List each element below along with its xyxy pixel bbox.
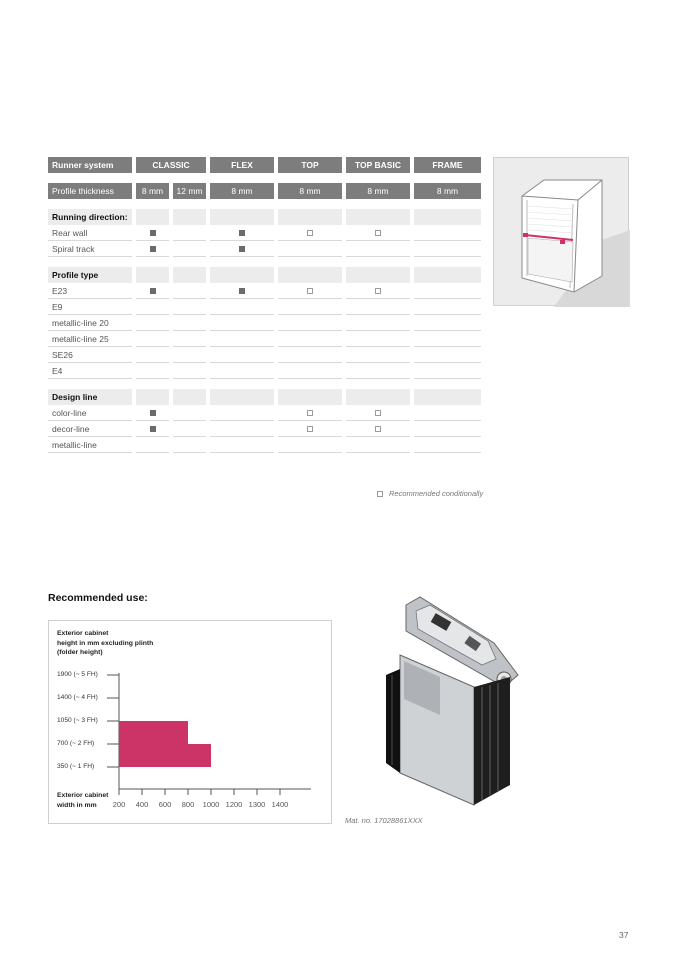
table-cell [414,283,481,299]
row-label: color-line [48,405,132,421]
x-label-line: width in mm [57,801,97,809]
table-cell [173,331,206,347]
filled-square-icon [150,288,156,294]
y-label-line: height in mm excluding plinth [57,639,154,647]
legend [377,489,483,498]
section-header-cell [278,267,342,283]
section-header-row [48,389,481,405]
header-classic: CLASSIC [136,157,206,173]
header-top-basic: TOP BASIC [346,157,410,173]
table-cell [278,437,342,453]
table-cell [173,405,206,421]
table-row [48,363,481,379]
table-cell [278,225,342,241]
table-row [48,315,481,331]
table-cell [278,405,342,421]
table-cell [136,225,169,241]
header-runner-system: Runner system [48,157,132,173]
row-label: E4 [48,363,132,379]
table-cell [136,347,169,363]
thickness-value: 8 mm [136,183,169,199]
row-label: Spiral track [48,241,132,257]
table-cell [173,421,206,437]
open-square-icon [307,410,313,416]
table-cell [136,405,169,421]
section-header-cell [210,389,274,405]
section-header-cell [278,209,342,225]
table-cell [173,437,206,453]
section-header-cell [414,209,481,225]
product-photo [376,595,528,807]
table-cell [414,363,481,379]
table-cell [210,437,274,453]
table-cell [414,331,481,347]
table-cell [346,299,410,315]
table-cell [278,331,342,347]
table-cell [346,421,410,437]
x-label-line: Exterior cabinet [57,792,109,799]
section-title: Running direction: [48,209,132,225]
table-cell [414,225,481,241]
section-header-cell [346,267,410,283]
table-cell [210,347,274,363]
table-cell [346,331,410,347]
table-cell [414,315,481,331]
x-tick-label: 600 [158,800,172,809]
chart-bar [119,721,188,744]
filled-square-icon [239,230,245,236]
section-header-cell [346,389,410,405]
table-cell [210,331,274,347]
table-cell [278,299,342,315]
section-header-cell [173,267,206,283]
section-header-row [48,209,481,225]
table-cell [278,347,342,363]
cabinet-drawing-icon [494,158,630,307]
table-cell [210,283,274,299]
thickness-value: 8 mm [210,183,274,199]
y-tick-label: 700 (~ 2 FH) [57,740,95,747]
table-row [48,331,481,347]
section-header-cell [346,209,410,225]
section-title: Profile type [48,267,132,283]
open-square-icon [307,230,313,236]
open-square-icon [377,491,383,497]
header-flex: FLEX [210,157,274,173]
table-cell [136,315,169,331]
profile-thickness-row [48,183,481,199]
section-header-cell [173,389,206,405]
table-row [48,283,481,299]
row-label: metallic-line [48,437,132,453]
table-row [48,241,481,257]
section-header-cell [210,267,274,283]
table-cell [173,315,206,331]
table-row [48,225,481,241]
section-header-row [48,267,481,283]
x-tick-label: 1000 [202,800,220,809]
row-label: E9 [48,299,132,315]
section-header-cell [136,209,169,225]
table-cell [414,421,481,437]
chart-y-axis-label [57,629,197,658]
table-cell [346,241,410,257]
table-row [48,347,481,363]
open-square-icon [375,410,381,416]
filled-square-icon [150,426,156,432]
table-row [48,437,481,453]
table-cell [210,241,274,257]
table-cell [173,299,206,315]
y-label-line: (folder height) [57,649,103,656]
x-tick-label: 1400 [271,800,289,809]
compatibility-table [48,157,481,453]
table-cell [173,283,206,299]
section-header-cell [414,389,481,405]
section-header-cell [414,267,481,283]
thickness-value: 8 mm [414,183,481,199]
thickness-value: 8 mm [278,183,342,199]
table-cell [210,315,274,331]
recommended-use-title: Recommended use: [48,592,148,604]
table-row [48,299,481,315]
table-row [48,421,481,437]
filled-square-icon [150,246,156,252]
table-cell [136,241,169,257]
table-cell [173,347,206,363]
y-label-line: Exterior cabinet [57,630,109,637]
section-header-cell [173,209,206,225]
y-tick-label: 350 (~ 1 FH) [57,763,95,770]
row-label: decor-line [48,421,132,437]
filled-square-icon [150,230,156,236]
table-cell [136,363,169,379]
table-cell [346,225,410,241]
thickness-value: 12 mm [173,183,206,199]
table-cell [346,437,410,453]
table-cell [210,363,274,379]
table-cell [136,331,169,347]
table-cell [414,347,481,363]
table-cell [173,241,206,257]
table-cell [210,405,274,421]
open-square-icon [375,426,381,432]
drawer-illustration [493,157,629,306]
page-number: 37 [619,930,629,940]
table-header-row [48,157,481,173]
open-square-icon [307,426,313,432]
x-tick-label: 1200 [225,800,243,809]
x-tick-label: 800 [181,800,195,809]
row-label: SE26 [48,347,132,363]
y-tick-label: 1400 (~ 4 FH) [57,694,98,701]
table-cell [414,437,481,453]
row-label: metallic-line 20 [48,315,132,331]
table-cell [278,315,342,331]
table-cell [346,405,410,421]
section-header-cell [136,389,169,405]
row-label: metallic-line 25 [48,331,132,347]
filled-square-icon [239,288,245,294]
open-square-icon [375,230,381,236]
table-cell [136,283,169,299]
table-cell [210,421,274,437]
open-square-icon [375,288,381,294]
table-cell [136,299,169,315]
table-row [48,405,481,421]
header-frame: FRAME [414,157,481,173]
table-cell [278,421,342,437]
thickness-label: Profile thickness [48,183,132,199]
y-tick-label: 1050 (~ 3 FH) [57,717,98,724]
table-cell [173,225,206,241]
thickness-value: 8 mm [346,183,410,199]
table-cell [414,405,481,421]
y-tick-label: 1900 (~ 5 FH) [57,671,98,678]
recommended-use-chart [48,620,332,824]
table-cell [278,363,342,379]
section-title: Design line [48,389,132,405]
x-tick-label: 200 [112,800,126,809]
table-cell [136,421,169,437]
table-sections [48,199,481,453]
filled-square-icon [239,246,245,252]
table-cell [346,347,410,363]
chart-bar [119,744,211,767]
x-tick-label: 400 [135,800,149,809]
row-label: Rear wall [48,225,132,241]
filled-square-icon [150,410,156,416]
table-cell [136,437,169,453]
row-label: E23 [48,283,132,299]
open-square-icon [307,288,313,294]
table-cell [278,241,342,257]
table-cell [210,225,274,241]
section-header-cell [136,267,169,283]
header-top: TOP [278,157,342,173]
table-cell [278,283,342,299]
legend-text: Recommended conditionally [389,489,484,498]
section-header-cell [210,209,274,225]
table-cell [346,283,410,299]
table-cell [173,363,206,379]
runner-profile-icon [376,595,528,807]
table-cell [414,241,481,257]
photo-caption: Mat. no. 17028861XXX [345,816,423,825]
table-cell [414,299,481,315]
table-cell [346,315,410,331]
section-header-cell [278,389,342,405]
table-cell [210,299,274,315]
table-cell [346,363,410,379]
x-tick-label: 1300 [248,800,266,809]
